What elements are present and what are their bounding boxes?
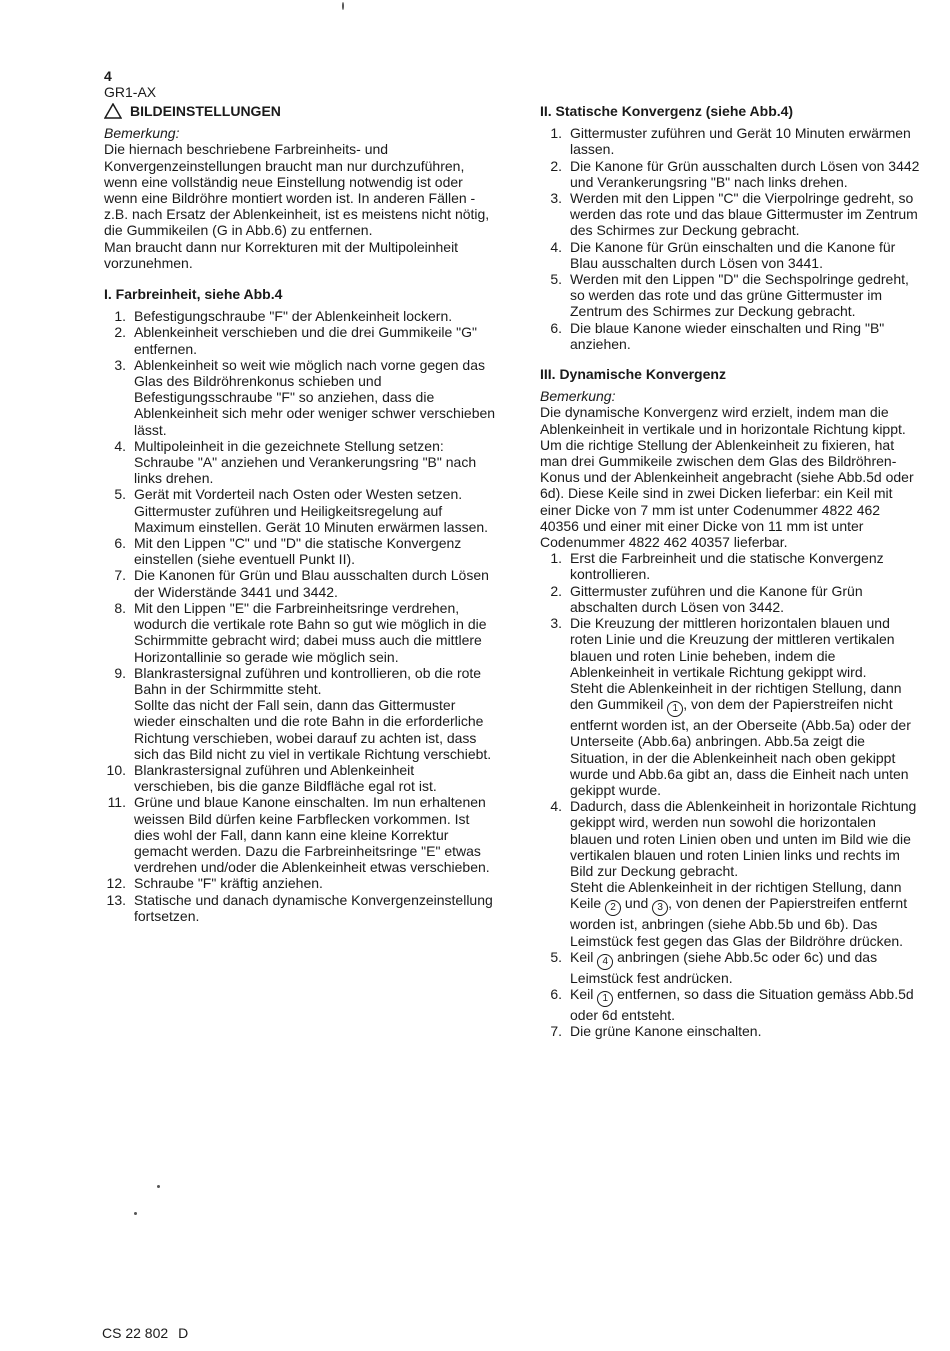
list-item — [540, 125, 920, 157]
list-item — [104, 357, 496, 438]
list-item — [104, 438, 496, 487]
circled-number: 1 — [597, 991, 613, 1007]
item-text: Mit den Lippen "C" und "D" die statische Konvergenz einstellen (siehe eventuell Punkt II). — [134, 535, 462, 568]
list-item — [540, 1023, 920, 1039]
remark-paragraph: Die dynamische Konvergenz wird erzielt, indem man die Ablenkeinheit in vertikale und in horizontale Richtung kippt. Um die richtige Stellung der Ablenkeinheit zu fixieren, hat man drei Gummikeile zwischen dem Glas des Bildröhren-Konus und der Ablenkeinheit angebracht (siehe Abb.5d oder 6d). Diese Keile sind in zwei Dicken lieferbar: ein Keil mit einer Dicke von 7 mm ist unter Codenummer 4822 462 40356 und einer mit einer Dicke von 11 mm ist unter Codenummer 4822 462 40357 lieferbar. — [540, 404, 914, 551]
left-column — [104, 103, 496, 924]
scan-speck — [342, 2, 344, 10]
steps-list — [104, 308, 496, 924]
circled-number: 4 — [597, 954, 613, 970]
item-number: 3. — [550, 615, 562, 632]
steps-list — [540, 550, 920, 1039]
item-text: Gerät mit Vorderteil nach Osten oder Westen setzen. Gittermuster zuführen und Heiligkeitsregelung auf Maximum einstellen. Gerät 10 Minuten erwärmen lassen. — [134, 486, 489, 535]
item-text: Statische und danach dynamische Konvergenzeinstellung fortsetzen. — [134, 891, 493, 924]
item-number: 3. — [114, 356, 126, 373]
item-text: Werden mit den Lippen "D" die Sechspolringe gedreht, so werden das rote und das grüne Gittermuster im Zentrum des Schirmes zur Deckung gebracht. — [570, 271, 909, 320]
item-text: Ablenkeinheit verschieben und die drei Gummikeile "G" entfernen. — [134, 324, 478, 357]
item-text: Schraube "F" kräftig anziehen. — [134, 875, 323, 892]
circled-number: 3 — [652, 900, 668, 916]
item-number: 2. — [114, 324, 126, 341]
item-number: 1. — [550, 550, 562, 567]
item-text: Die Kanonen für Grün und Blau ausschalten durch Lösen der Widerstände 3441 und 3442. — [134, 567, 489, 600]
list-item — [540, 271, 920, 320]
item-text-continued: anbringen (siehe Abb.5c oder 6c) und das Leimstück fest andrücken. — [570, 948, 878, 986]
section-title — [104, 103, 496, 119]
item-number: 6. — [550, 985, 562, 1002]
list-item — [104, 567, 496, 599]
steps-list — [540, 125, 920, 352]
item-number: 13. — [106, 891, 126, 908]
item-text-continued: , von dem der Papierstreifen nicht entfernt worden ist, an der Oberseite (Abb.5a) oder der Unterseite (Abb.6a) anbringen. Abb.5a zeigt die Situation, in der die Ablenkeinheit nach oben gekippt wurde und Abb.6a gibt an, dass die Einheit nach unten gekippt wurde. — [570, 696, 911, 798]
list-item — [540, 239, 920, 271]
item-number: 9. — [114, 664, 126, 681]
item-number: 1. — [114, 308, 126, 325]
list-item — [540, 798, 920, 949]
list-item — [540, 320, 920, 352]
item-number: 1. — [550, 125, 562, 142]
scan-speck — [134, 1212, 137, 1215]
item-text: Mit den Lippen "E" die Farbreinheitsringe verdrehen, wodurch die vertikale rote Bahn so gut wie möglich in die Schirmmitte gebracht wird; dabei muss auch die mittlere Horizontallinie so gerade wie möglich sein. — [134, 599, 487, 665]
item-number: 8. — [114, 599, 126, 616]
item-text: Befestigungschraube "F" der Ablenkeinheit lockern. — [134, 308, 453, 325]
document-footer — [102, 1325, 188, 1341]
remark-label: Bemerkung: — [104, 125, 180, 142]
item-text-continued: Steht die Ablenkeinheit in der richtigen Stellung, dann Keile — [570, 879, 902, 912]
item-number: 5. — [550, 271, 562, 288]
section-heading: II. Statische Konvergenz (siehe Abb.4) — [540, 103, 794, 119]
model-label: GR1-AX — [104, 84, 157, 100]
item-number: 12. — [106, 875, 126, 892]
item-number: 2. — [550, 582, 562, 599]
item-number: 7. — [114, 567, 126, 584]
item-text: Gittermuster zuführen und die Kanone für Grün abschalten durch Lösen von 3442. — [570, 582, 863, 615]
remark-label: Bemerkung: — [540, 388, 616, 405]
item-text: Grüne und blaue Kanone einschalten. Im nun erhaltenen weissen Bild dürfen keine Farbflecken vorkommen. Ist dies wohl der Fall, dann kann eine kleine Korrektur gemacht werden. Dazu die Farbreinheitsringe "E" etwas verdrehen und/oder die Ablenkeinheit etwas verschieben. — [134, 794, 490, 876]
title-text: BILDEINSTELLUNGEN — [130, 103, 281, 119]
item-number: 3. — [550, 190, 562, 207]
item-number: 4. — [114, 437, 126, 454]
list-item — [104, 665, 496, 762]
item-text: Die Kreuzung der mittleren horizontalen blauen und roten Linie und die Kreuzung der mittleren vertikalen blauen und roten Linie beheben, indem die Ablenkeinheit in vertikale Richtung gekippt wird. — [570, 615, 895, 680]
page-number: 4 — [104, 68, 112, 84]
item-text: Keil — [570, 985, 594, 1002]
item-text-continued: Sollte das nicht der Fall sein, dann das Gittermuster wieder einschalten und die rote Bahn in die erforderliche Richtung verschieben, wobei darauf zu achten ist, dass sich das Bild nicht zu viel in vertikale Richtung verschiebt. — [134, 697, 492, 762]
list-item — [104, 892, 496, 924]
list-item — [104, 535, 496, 567]
item-number: 4. — [550, 798, 562, 815]
list-item — [540, 158, 920, 190]
item-text-continued: Steht die Ablenkeinheit in der richtigen Stellung, dann den Gummikeil — [570, 679, 902, 713]
item-text: Blankrastersignal zuführen und Ablenkeinheit verschieben, bis die ganze Bildfläche egal rot ist. — [134, 761, 437, 795]
circled-number: 1 — [667, 701, 683, 717]
document-code-suffix: D — [178, 1325, 189, 1341]
section-heading: III. Dynamische Konvergenz — [540, 366, 726, 383]
list-item — [104, 308, 496, 324]
list-item — [104, 324, 496, 356]
item-number: 2. — [550, 157, 562, 174]
list-item — [104, 794, 496, 875]
list-item — [540, 986, 920, 1023]
item-text: Die blaue Kanone wieder einschalten und Ring "B" anziehen. — [570, 319, 885, 352]
item-text: Die Kanone für Grün einschalten und die Kanone für Blau ausschalten durch Lösen von 3441. — [570, 238, 896, 271]
item-number: 10. — [106, 761, 126, 778]
document-code: CS 22 802 — [102, 1325, 169, 1341]
list-item — [104, 875, 496, 891]
item-number: 4. — [550, 238, 562, 255]
list-item — [540, 615, 920, 798]
item-text: Die grüne Kanone einschalten. — [570, 1023, 762, 1040]
list-item — [540, 190, 920, 239]
item-number: 6. — [550, 319, 562, 336]
list-item — [540, 583, 920, 615]
item-text: Multipoleinheit in die gezeichnete Stellung setzen: Schraube "A" anziehen und Verankerungsring "B" nach links drehen. — [134, 437, 477, 487]
circled-number: 2 — [605, 900, 621, 916]
item-text: Dadurch, dass die Ablenkeinheit in horizontale Richtung gekippt wird, werden nun sowohl die horizontalen blauen und roten Linien oben und unten im Bild wie die vertikalen blauen und roten Linien links und rechts im Bild zur Deckung gebracht. — [570, 798, 917, 879]
item-text: Gittermuster zuführen und Gerät 10 Minuten erwärmen lassen. — [570, 125, 911, 158]
section-heading: I. Farbreinheit, siehe Abb.4 — [104, 286, 283, 303]
item-text-continued: und — [624, 895, 649, 912]
remark-paragraph: Die hiernach beschriebene Farbreinheits- und Konvergenzeinstellungen braucht man nur durchzuführen, wenn eine vollständig neue Einstellung notwendig ist oder wenn eine Bildröhre montiert worden ist. In anderen Fällen - z.B. nach Ersatz der Ablenkeinheit, ist es meistens nicht nötig, die Gummikeilen (G in Abb.6) zu entfernen. — [104, 141, 490, 239]
list-item — [104, 486, 496, 535]
list-item — [104, 600, 496, 665]
scan-speck — [157, 1185, 160, 1188]
item-text: Blankrastersignal zuführen und kontrollieren, ob die rote Bahn in der Schirmmitte steht. — [134, 664, 482, 697]
list-item — [104, 762, 496, 794]
item-text: Werden mit den Lippen "C" die Vierpolringe gedreht, so werden das rote und das blaue Gittermuster im Zentrum des Schirmes zur Deckung gebracht. — [570, 190, 918, 239]
item-text: Erst die Farbreinheit und die statische Konvergenz kontrollieren. — [570, 550, 884, 583]
item-number: 6. — [114, 535, 126, 552]
item-text-continued: entfernen, so dass die Situation gemäss Abb.5d oder 6d entsteht. — [570, 985, 914, 1023]
right-column — [540, 103, 920, 1039]
item-text: Die Kanone für Grün ausschalten durch Lösen von 3442 und Verankerungsring "B" nach links drehen. — [570, 157, 920, 190]
item-number: 7. — [550, 1023, 562, 1040]
item-text: Ablenkeinheit so weit wie möglich nach vorne gegen das Glas des Bildröhrenkonus schieben und Befestigungsschraube "F" so anziehen, dass die Ablenkeinheit sich mehr oder weniger schwer verschieben lässt. — [134, 356, 496, 438]
item-number: 11. — [107, 794, 126, 811]
warning-triangle-icon — [104, 103, 122, 119]
item-number: 5. — [114, 486, 126, 503]
list-item — [540, 949, 920, 986]
item-text-continued: , von denen der Papierstreifen entfernt worden ist, anbringen (siehe Abb.5b und 6b). Das Leimstück fest gegen das Glas der Bildröhre drücken. — [570, 895, 908, 949]
item-text: Keil — [570, 948, 594, 965]
remark-paragraph: Man braucht dann nur Korrekturen mit der Multipoleinheit vorzunehmen. — [104, 238, 459, 271]
list-item — [540, 550, 920, 582]
item-number: 5. — [550, 948, 562, 965]
